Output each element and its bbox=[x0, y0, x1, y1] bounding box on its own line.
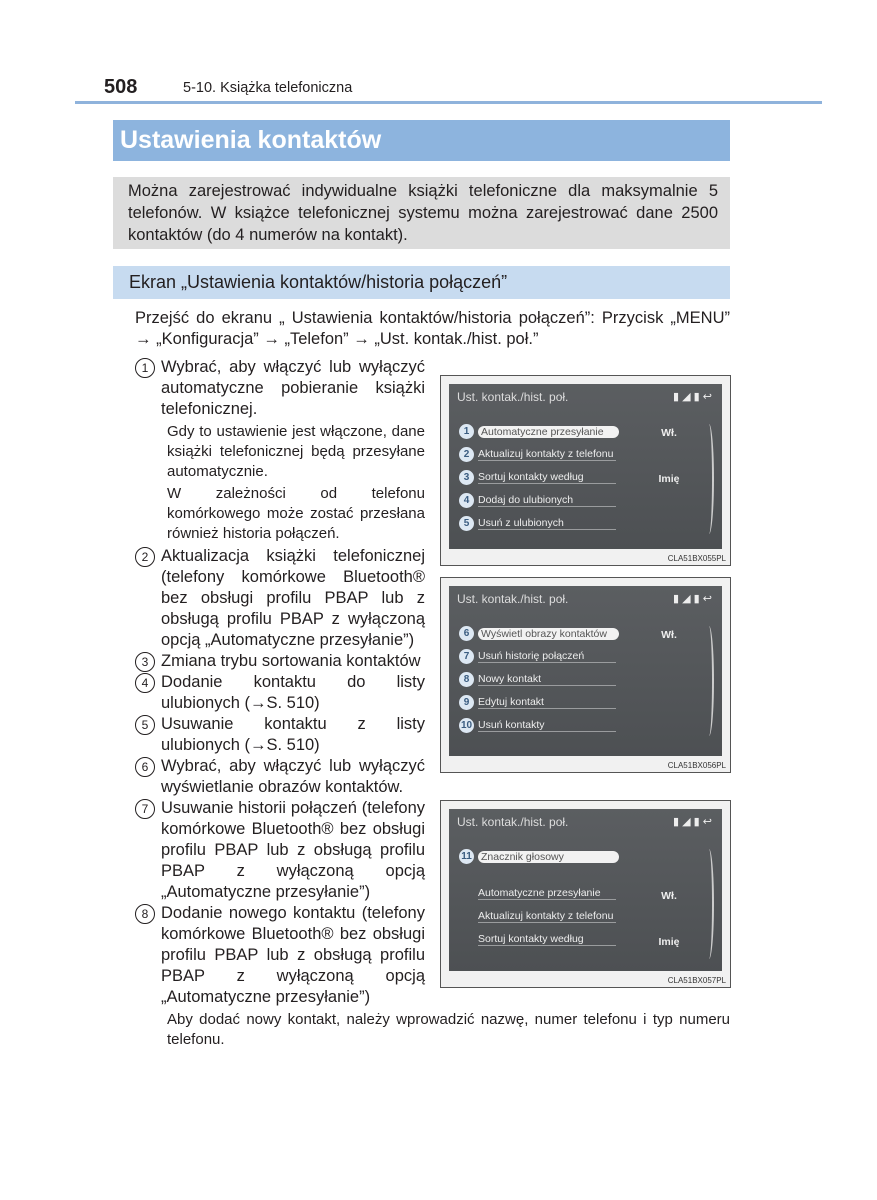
callout-number: 5 bbox=[459, 516, 474, 531]
menu-item-value: Imię bbox=[658, 936, 680, 948]
menu-item[interactable] bbox=[459, 695, 616, 715]
final-note: Aby dodać nowy kontakt, należy wprowadzić nazwę, numer telefonu i typ numeru telefonu. bbox=[167, 1011, 730, 1048]
callout-number: 7 bbox=[459, 649, 474, 664]
menu-item-value: Wł. bbox=[661, 890, 677, 902]
list-item bbox=[135, 546, 425, 651]
callout-number: 6 bbox=[459, 626, 474, 641]
lead-paragraph: Przejść do ekranu „ Ustawienia kontaktów/historia połączeń”: Przycisk „MENU” → „Konfiguracja” → „Telefon” → „Ust. kontak./hist. poł.” bbox=[135, 309, 730, 348]
menu-item[interactable] bbox=[459, 424, 619, 444]
menu-item[interactable] bbox=[459, 470, 616, 490]
status-icons: ▮ ◢ ▮ ↩ bbox=[673, 816, 712, 828]
list-item bbox=[135, 357, 425, 420]
list-item bbox=[135, 651, 425, 672]
display-screen bbox=[449, 809, 722, 971]
menu-item-label: Wyświetl obrazy kontaktów bbox=[478, 628, 619, 640]
subheading: Ekran „Ustawienia kontaktów/historia połączeń” bbox=[113, 266, 730, 299]
menu-item[interactable] bbox=[459, 849, 619, 869]
item-text: Usuwanie kontaktu z listy ulubionych (→S. 510) bbox=[161, 715, 425, 754]
screen-title: Ust. kontak./hist. poł. bbox=[457, 390, 569, 404]
menu-item[interactable] bbox=[459, 672, 616, 692]
menu-item-label: Nowy kontakt bbox=[478, 673, 616, 686]
callout-number: 4 bbox=[459, 493, 474, 508]
item-note: W zależności od telefonu komórkowego może zostać przesłana również historia połączeń. bbox=[167, 485, 425, 542]
item-text: Dodanie nowego kontaktu (telefony komórkowe Bluetooth® bez obsługi profilu PBAP lub z obsługą profilu PBAP z wyłączoną opcją „Automatyczne przesyłanie”) bbox=[161, 904, 425, 1006]
menu-item-label: Dodaj do ulubionych bbox=[478, 494, 616, 507]
image-code: CLA51BX056PL bbox=[667, 761, 726, 770]
intro-box: Można zarejestrować indywidualne książki telefoniczne dla maksymalnie 5 telefonów. W książce telefonicznej systemu można zarejestrować dane 2500 kontaktów (do 4 numerów na kontakt). bbox=[113, 177, 730, 249]
menu-item-label: Aktualizuj kontakty z telefonu bbox=[478, 910, 616, 923]
item-number-badge: 4 bbox=[135, 673, 155, 693]
item-number-badge: 5 bbox=[135, 715, 155, 735]
list-item bbox=[135, 798, 425, 903]
header-divider bbox=[75, 101, 822, 104]
item-text: Dodanie kontaktu do listy ulubionych (→S. 510) bbox=[161, 673, 425, 712]
page-title: Ustawienia kontaktów bbox=[113, 120, 730, 161]
item-number-badge: 2 bbox=[135, 547, 155, 567]
menu-item-label: Usuń z ulubionych bbox=[478, 517, 616, 530]
scrollbar[interactable] bbox=[704, 626, 714, 736]
item-text: Zmiana trybu sortowania kontaktów bbox=[161, 652, 421, 670]
list-item bbox=[135, 903, 425, 1008]
callout-number: 1 bbox=[459, 424, 474, 439]
menu-item-label: Aktualizuj kontakty z telefonu bbox=[478, 448, 616, 461]
menu-item[interactable] bbox=[459, 718, 616, 738]
display-screen bbox=[449, 384, 722, 549]
callout-number: 8 bbox=[459, 672, 474, 687]
item-number-badge: 3 bbox=[135, 652, 155, 672]
callout-number: 11 bbox=[459, 849, 474, 864]
menu-item[interactable] bbox=[459, 910, 616, 930]
menu-item[interactable] bbox=[459, 447, 616, 467]
item-note: Gdy to ustawienie jest włączone, dane książki telefonicznej będą przesyłane automatycznie. bbox=[167, 423, 425, 480]
menu-item-value: Wł. bbox=[661, 427, 677, 439]
list-item bbox=[135, 672, 425, 714]
callout-number: 9 bbox=[459, 695, 474, 710]
menu-item-label: Automatyczne przesyłanie bbox=[478, 426, 619, 438]
screen-title: Ust. kontak./hist. poł. bbox=[457, 815, 569, 829]
menu-item-label: Usuń historię połączeń bbox=[478, 650, 616, 663]
menu-item[interactable] bbox=[459, 493, 616, 513]
scrollbar[interactable] bbox=[704, 849, 714, 959]
callout-number: 2 bbox=[459, 447, 474, 462]
screen-illustration bbox=[440, 375, 731, 566]
item-number-badge: 8 bbox=[135, 904, 155, 924]
numbered-list bbox=[135, 357, 425, 1008]
section-title: 5-10. Książka telefoniczna bbox=[183, 80, 353, 96]
item-text: Wybrać, aby włączyć lub wyłączyć automatyczne pobieranie książki telefonicznej. bbox=[161, 358, 425, 418]
callout-number: 3 bbox=[459, 470, 474, 485]
display-screen bbox=[449, 586, 722, 756]
menu-item-label: Znacznik głosowy bbox=[478, 851, 619, 863]
page-number: 508 bbox=[104, 76, 138, 98]
menu-item[interactable] bbox=[459, 516, 616, 536]
image-code: CLA51BX057PL bbox=[667, 976, 726, 985]
menu-item-label: Sortuj kontakty według bbox=[478, 933, 616, 946]
menu-item-value: Wł. bbox=[661, 629, 677, 641]
item-number-badge: 7 bbox=[135, 799, 155, 819]
menu-item[interactable] bbox=[459, 887, 616, 907]
list-item bbox=[135, 756, 425, 798]
menu-item-label: Automatyczne przesyłanie bbox=[478, 887, 616, 900]
item-text: Wybrać, aby włączyć lub wyłączyć wyświetlanie obrazów kontaktów. bbox=[161, 757, 425, 796]
menu-item[interactable] bbox=[459, 626, 619, 646]
item-number-badge: 6 bbox=[135, 757, 155, 777]
menu-item[interactable] bbox=[459, 933, 616, 953]
status-icons: ▮ ◢ ▮ ↩ bbox=[673, 593, 712, 605]
menu-item-label: Edytuj kontakt bbox=[478, 696, 616, 709]
item-text: Aktualizacja książki telefonicznej (telefony komórkowe Bluetooth® bez obsługi profilu PBAP lub z obsługą profilu PBAP z wyłączoną opcją „Automatyczne przesyłanie”) bbox=[161, 547, 425, 649]
status-icons: ▮ ◢ ▮ ↩ bbox=[673, 391, 712, 403]
item-text: Usuwanie historii połączeń (telefony komórkowe Bluetooth® bez obsługi profilu PBAP lub z obsługą profilu PBAP z wyłączoną opcją „Automatyczne przesyłanie”) bbox=[161, 799, 425, 901]
list-item bbox=[135, 714, 425, 756]
item-number-badge: 1 bbox=[135, 358, 155, 378]
screen-title: Ust. kontak./hist. poł. bbox=[457, 592, 569, 606]
callout-number: 10 bbox=[460, 720, 473, 731]
menu-item-value: Imię bbox=[658, 473, 680, 485]
scrollbar[interactable] bbox=[704, 424, 714, 534]
menu-item[interactable] bbox=[459, 649, 616, 669]
menu-item-label: Sortuj kontakty według bbox=[478, 471, 616, 484]
image-code: CLA51BX055PL bbox=[667, 554, 726, 563]
screen-illustration bbox=[440, 577, 731, 773]
menu-item-label: Usuń kontakty bbox=[478, 719, 616, 732]
screen-illustration bbox=[440, 800, 731, 988]
